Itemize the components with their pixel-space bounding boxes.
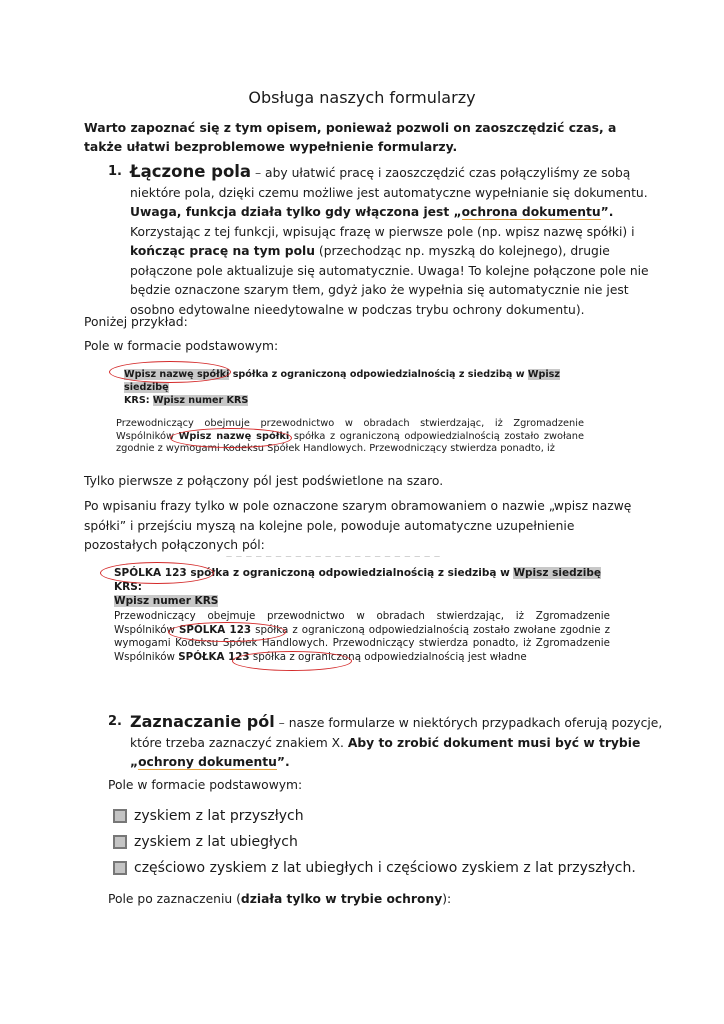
highlight-ellipse [109, 361, 231, 383]
section-heading: Zaznaczanie pól [130, 712, 275, 731]
intro-paragraph: Warto zapoznać się z tym opisem, ponieważ pozwoli on zaoszczędzić czas, a także ułatwi bezproblemowe wypełnienie formularzy. [84, 120, 617, 154]
document-protection-term: ochrona dokumentu [461, 205, 601, 219]
checkbox[interactable] [113, 861, 127, 875]
linked-company-field: Wpisz nazwę spółki [178, 430, 290, 442]
warning-end: ”. [276, 755, 290, 769]
document-protection-term: ochrony dokumentu [138, 755, 277, 769]
dash: – [251, 166, 266, 180]
emphasis-text: działa tylko w trybie ochrony [240, 892, 443, 906]
faint-cropped-line: — — — — — — — — — — — — — — — — — — — — — — [226, 553, 442, 560]
label-text: Pole po zaznaczeniu ( [108, 892, 241, 906]
checkbox-row[interactable] [113, 834, 298, 850]
after-typing-note: Po wpisaniu frazy tylko w pole oznaczone szarym obramowaniem o nazwie „wpisz nazwę spółki” i przejściu myszą na kolejne pole, powoduje automatyczne uzupełnienie pozostałych połączonych pól: [84, 499, 632, 552]
checkbox-row[interactable] [113, 808, 304, 824]
section-number: 1. [108, 164, 122, 179]
emphasis-text: kończąc pracę na tym polu [130, 244, 315, 258]
dash: – [274, 716, 289, 730]
linked-company-field: SPÓŁKA 123 [178, 650, 250, 663]
after-check-label [108, 890, 668, 910]
checkbox-label: zyskiem z lat ubiegłych [134, 834, 298, 850]
body-text: spółka z ograniczoną odpowiedzialnością zostało zwołane zgodnie z wymogami Kodeksu Spółek Handlowych. Przewodniczący stwierdza ponadto, iż Zgromadzenie Wspólników [114, 623, 610, 663]
example-label: Poniżej przykład: [84, 315, 188, 329]
only-first-note: Tylko pierwsze z połączony pól jest podświetlone na szaro. [84, 474, 444, 488]
linked-company-field: SPÓLKA 123 [178, 623, 252, 636]
warning-text: Aby to zrobić dokument musi być w trybie „ [130, 735, 641, 769]
section-text: Korzystając z tej funkcji, wpisując frazę w pierwsze pole (np. wpisz nazwę spółki) i [130, 224, 635, 239]
checkbox-label: częściowo zyskiem z lat ubiegłych i częściowo zyskiem z lat przyszłych. [134, 860, 636, 876]
form-text: spółka z ograniczoną odpowiedzialnością z siedzibą w [186, 567, 514, 579]
highlight-ellipse [170, 428, 292, 448]
checkbox[interactable] [113, 809, 127, 823]
checkbox-row[interactable] [113, 860, 636, 876]
krs-label: KRS: [114, 581, 142, 593]
page-title: Obsługa naszych formularzy [248, 88, 476, 107]
section-checkbox-fields [108, 712, 668, 773]
krs-label: KRS: [124, 395, 153, 406]
section-text: (przechodząc np. myszką do kolejnego), drugie połączone pole aktualizuje się automatycznie. Uwaga! To kolejne połączone pole nie będzie oznaczone szarym tłem, gdyż jako że wypełnia się automatycznie nie jest osobno edytowalne nieedytowalne w podczas trybu ochrony dokumentu). [130, 244, 649, 317]
checkbox-label: zyskiem z lat przyszłych [134, 808, 304, 824]
label-text: ): [442, 892, 452, 906]
highlight-ellipse [100, 562, 214, 584]
section-number: 2. [108, 714, 122, 729]
krs-field[interactable]: Wpisz numer KRS [152, 395, 249, 406]
section-text: aby ułatwić pracę i zaoszczędzić czas połączyliśmy ze sobą niektóre pola, dzięki czemu możliwe jest automatyczne wypełnianie się dokumentu. [130, 166, 648, 200]
seat-field[interactable]: Wpisz siedzibę [513, 567, 602, 579]
basic-format-label: Pole w formacie podstawowym: [84, 339, 279, 353]
body-text: Przewodniczący obejmuje przewodnictwo w obradach stwierdzając, iż Zgromadzenie Wspólników [114, 610, 610, 636]
body-text: Przewodniczący obejmuje przewodnictwo w obradach stwierdzając, iż Zgromadzenie Wspólników [116, 418, 584, 442]
section-heading: Łączone pola [130, 162, 252, 181]
checkbox[interactable] [113, 835, 127, 849]
form-text: spółka z ograniczoną odpowiedzialnością z siedzibą w [229, 369, 528, 380]
highlight-ellipse [232, 651, 352, 671]
highlight-ellipse [168, 622, 286, 642]
section-linked-fields [108, 162, 668, 320]
body-text: spółka z ograniczoną odpowiedzialnością jest władne [249, 650, 527, 663]
krs-field[interactable]: Wpisz numer KRS [114, 595, 219, 607]
company-name-field[interactable]: Wpisz nazwę spółki [124, 369, 230, 380]
warning-text: Uwaga, funkcja działa tylko gdy włączona jest „ [130, 205, 462, 219]
company-name-field[interactable]: SPÓLKA 123 [114, 567, 187, 579]
basic-format-label: Pole w formacie podstawowym: [108, 778, 303, 792]
seat-field[interactable]: Wpisz siedzibę [124, 369, 560, 393]
body-text: spółka z ograniczoną odpowiedzialnością zostało zwołane zgodnie z wymogami Kodeksu Spółek Handlowych. Przewodniczący stwierdza ponadto, iż [116, 430, 585, 454]
section-text: nasze formularze w niektórych przypadkach oferują pozycje, które trzeba zaznaczyć znakiem X. [130, 716, 663, 750]
warning-end: ”. [600, 205, 614, 219]
